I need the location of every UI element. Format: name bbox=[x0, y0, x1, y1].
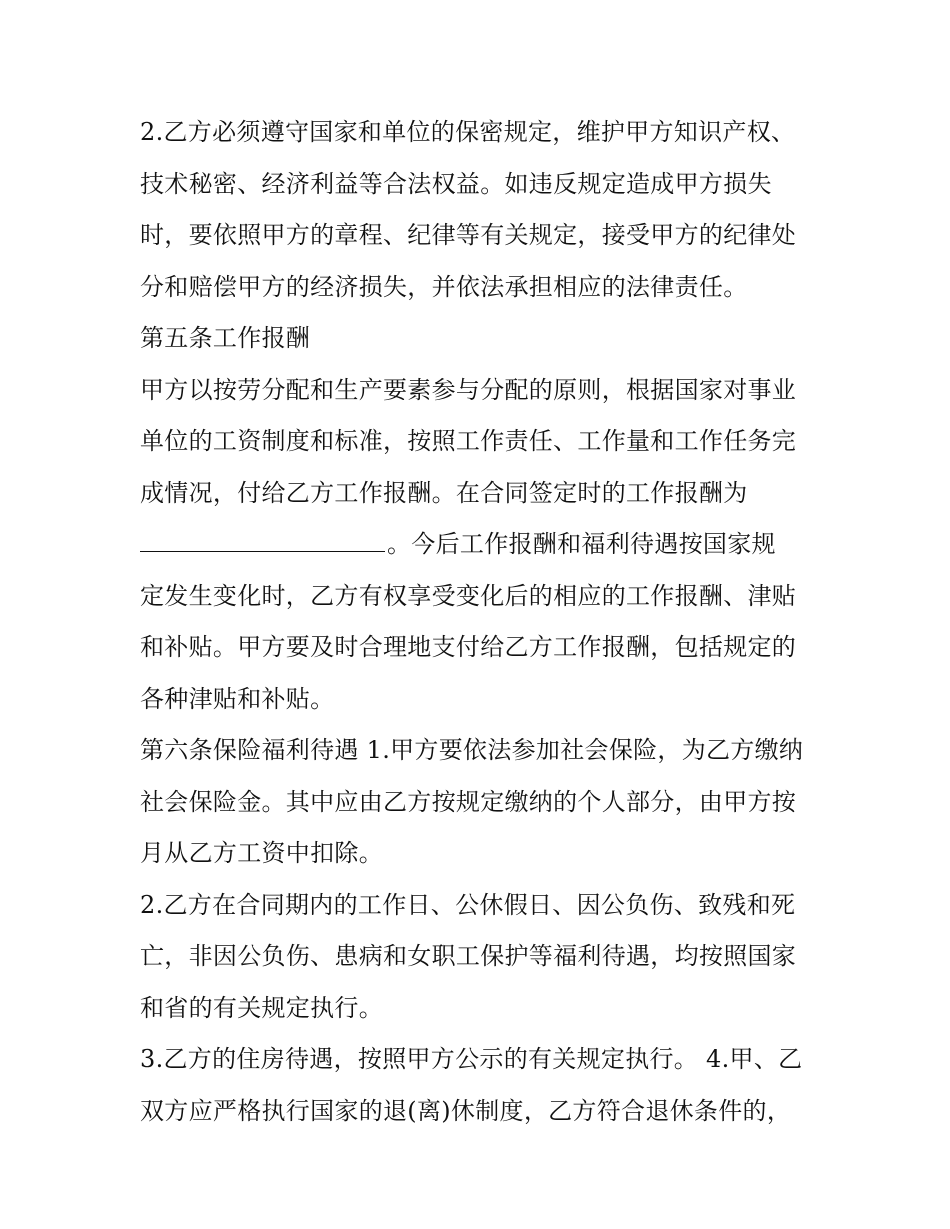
section-heading-article-6: 第六条保险福利待遇 1.甲方要依法参加社会保险，为乙方缴纳 bbox=[140, 736, 804, 764]
text-line: 甲方以按劳分配和生产要素参与分配的原则，根据国家对事业 bbox=[140, 375, 797, 404]
text-line-tail: 。今后工作报酬和福利待遇按国家规 bbox=[387, 530, 776, 558]
text-line: 时，要依照甲方的章程、纪律等有关规定，接受甲方的纪律处 bbox=[140, 221, 797, 249]
text-line: 社会保险金。其中应由乙方按规定缴纳的个人部分，由甲方按 bbox=[140, 787, 797, 816]
text-line: 月从乙方工资中扣除。 bbox=[140, 839, 383, 867]
salary-blank-field bbox=[140, 521, 385, 552]
text-line: 技术秘密、经济利益等合法权益。如违反规定造成甲方损失 bbox=[140, 169, 772, 198]
text-line: 和补贴。甲方要及时合理地支付给乙方工作报酬，包括规定的 bbox=[140, 633, 797, 661]
text-line: 2.乙方在合同期内的工作日、公休假日、因公负伤、致残和死 bbox=[140, 890, 796, 919]
text-line: 成情况，付给乙方工作报酬。在合同签定时的工作报酬为 bbox=[140, 478, 748, 507]
text-line: 各种津贴和补贴。 bbox=[140, 684, 335, 713]
section-heading-article-5: 第五条工作报酬 bbox=[140, 324, 311, 352]
text-line: 2.乙方必须遵守国家和单位的保密规定，维护甲方知识产权、 bbox=[140, 118, 796, 146]
text-line: 双方应严格执行国家的退(离)休制度，乙方符合退休条件的， bbox=[140, 1096, 792, 1125]
text-line: 单位的工资制度和标准，按照工作责任、工作量和工作任务完 bbox=[140, 427, 797, 455]
text-line: 定发生变化时，乙方有权享受变化后的相应的工作报酬、津贴 bbox=[140, 581, 797, 610]
text-line-with-blank bbox=[140, 519, 820, 571]
document-body bbox=[140, 107, 820, 1137]
text-line: 和省的有关规定执行。 bbox=[140, 993, 383, 1022]
text-line: 分和赔偿甲方的经济损失，并依法承担相应的法律责任。 bbox=[140, 272, 748, 301]
text-line: 亡，非因公负伤、患病和女职工保护等福利待遇，均按照国家 bbox=[140, 942, 797, 970]
text-line: 3.乙方的住房待遇，按照甲方公示的有关规定执行。 4.甲、乙 bbox=[140, 1045, 803, 1073]
